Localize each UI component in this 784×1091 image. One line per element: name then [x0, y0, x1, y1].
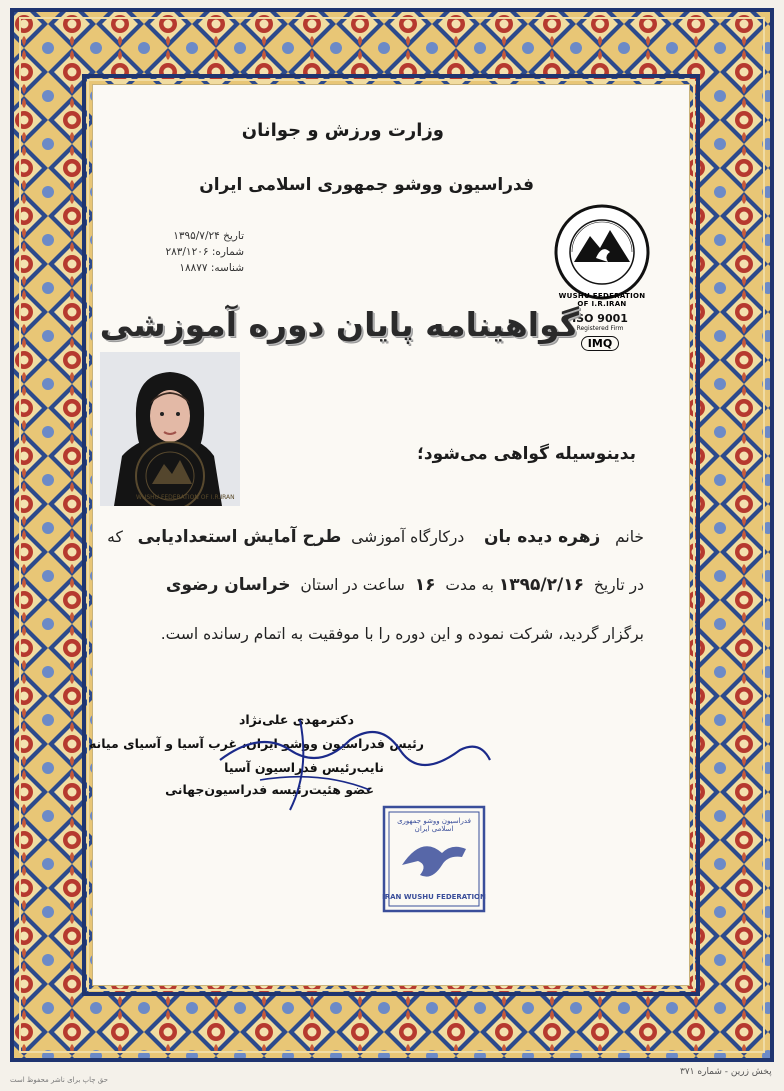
iso-sub: Registered Firm — [576, 325, 624, 332]
signatory-role-3: عضو هئیت‌رئیسه فدراسیون‌جهانی — [165, 782, 374, 797]
body-line-1 — [107, 527, 644, 547]
date-prefix: در تاریخ — [593, 576, 644, 594]
ministry-heading: وزارت ورزش و جوانان — [241, 120, 444, 141]
issue-date: تاریخ ۱۳۹۵/۷/۲۴ — [173, 230, 244, 242]
letter-number: شماره: ۲۸۳/۱۲۰۶ — [165, 246, 244, 258]
stamp-bottom-text: IRAN WUSHU FEDERATION — [382, 893, 486, 901]
body-line-2 — [166, 575, 644, 595]
photo-stamp-text: WUSHU FEDERATION OF I.R.IRAN — [136, 494, 235, 501]
course-date: ۱۳۹۵/۲/۱۶ — [498, 575, 584, 595]
signatory-name: دکترمهدی علی‌نژاد — [238, 712, 354, 727]
duration-label: به مدت — [445, 576, 494, 594]
signatory-role-2: نایب‌رئیس فدراسیون آسیا — [224, 760, 384, 775]
certificate-id: شناسه: ۱۸۸۷۷ — [179, 262, 244, 274]
copyright-footer: حق چاپ برای ناشر محفوظ است — [10, 1076, 108, 1084]
federation-logo — [552, 196, 652, 316]
signatory-role-1: رئیس فدراسیون ووشو ایران، غرب آسیا و آسیای میانه — [88, 736, 424, 751]
federation-stamp — [382, 805, 486, 913]
federation-heading: فدراسیون ووشو جمهوری اسلامی ایران — [199, 175, 534, 195]
province-name: خراسان رضوی — [165, 575, 291, 595]
signature-scribble — [200, 700, 500, 820]
certificate-title: گواهینامه پایان دوره آموزشی — [99, 305, 579, 344]
workshop-label: درکارگاه آموزشی — [351, 528, 465, 546]
logo-caption: WUSHU FEDERATION OF I.R.IRAN — [558, 292, 646, 308]
recipient-photo — [100, 352, 240, 506]
publisher-footer: پخش زرین - شماره ۳۷۱ — [680, 1067, 772, 1077]
province-label: ساعت در استان — [300, 576, 405, 594]
course-name: طرح آمایش استعدادیابی — [137, 527, 342, 547]
recipient-name: زهره دیده بان — [484, 527, 601, 547]
intro-statement: بدینوسیله گواهی می‌شود؛ — [417, 444, 636, 464]
imq-mark: IMQ — [581, 336, 619, 351]
line1-suffix: که — [107, 528, 123, 546]
title-prefix: خانم — [615, 528, 644, 546]
stamp-top-text: فدراسیون ووشو جمهوری اسلامی ایران — [397, 817, 471, 833]
course-hours: ۱۶ — [414, 575, 436, 595]
iso-label: ISO 9001 — [572, 312, 628, 325]
body-line-3: برگزار گردید، شرکت نموده و این دوره را با موفقیت به اتمام رسانده است. — [160, 625, 644, 643]
